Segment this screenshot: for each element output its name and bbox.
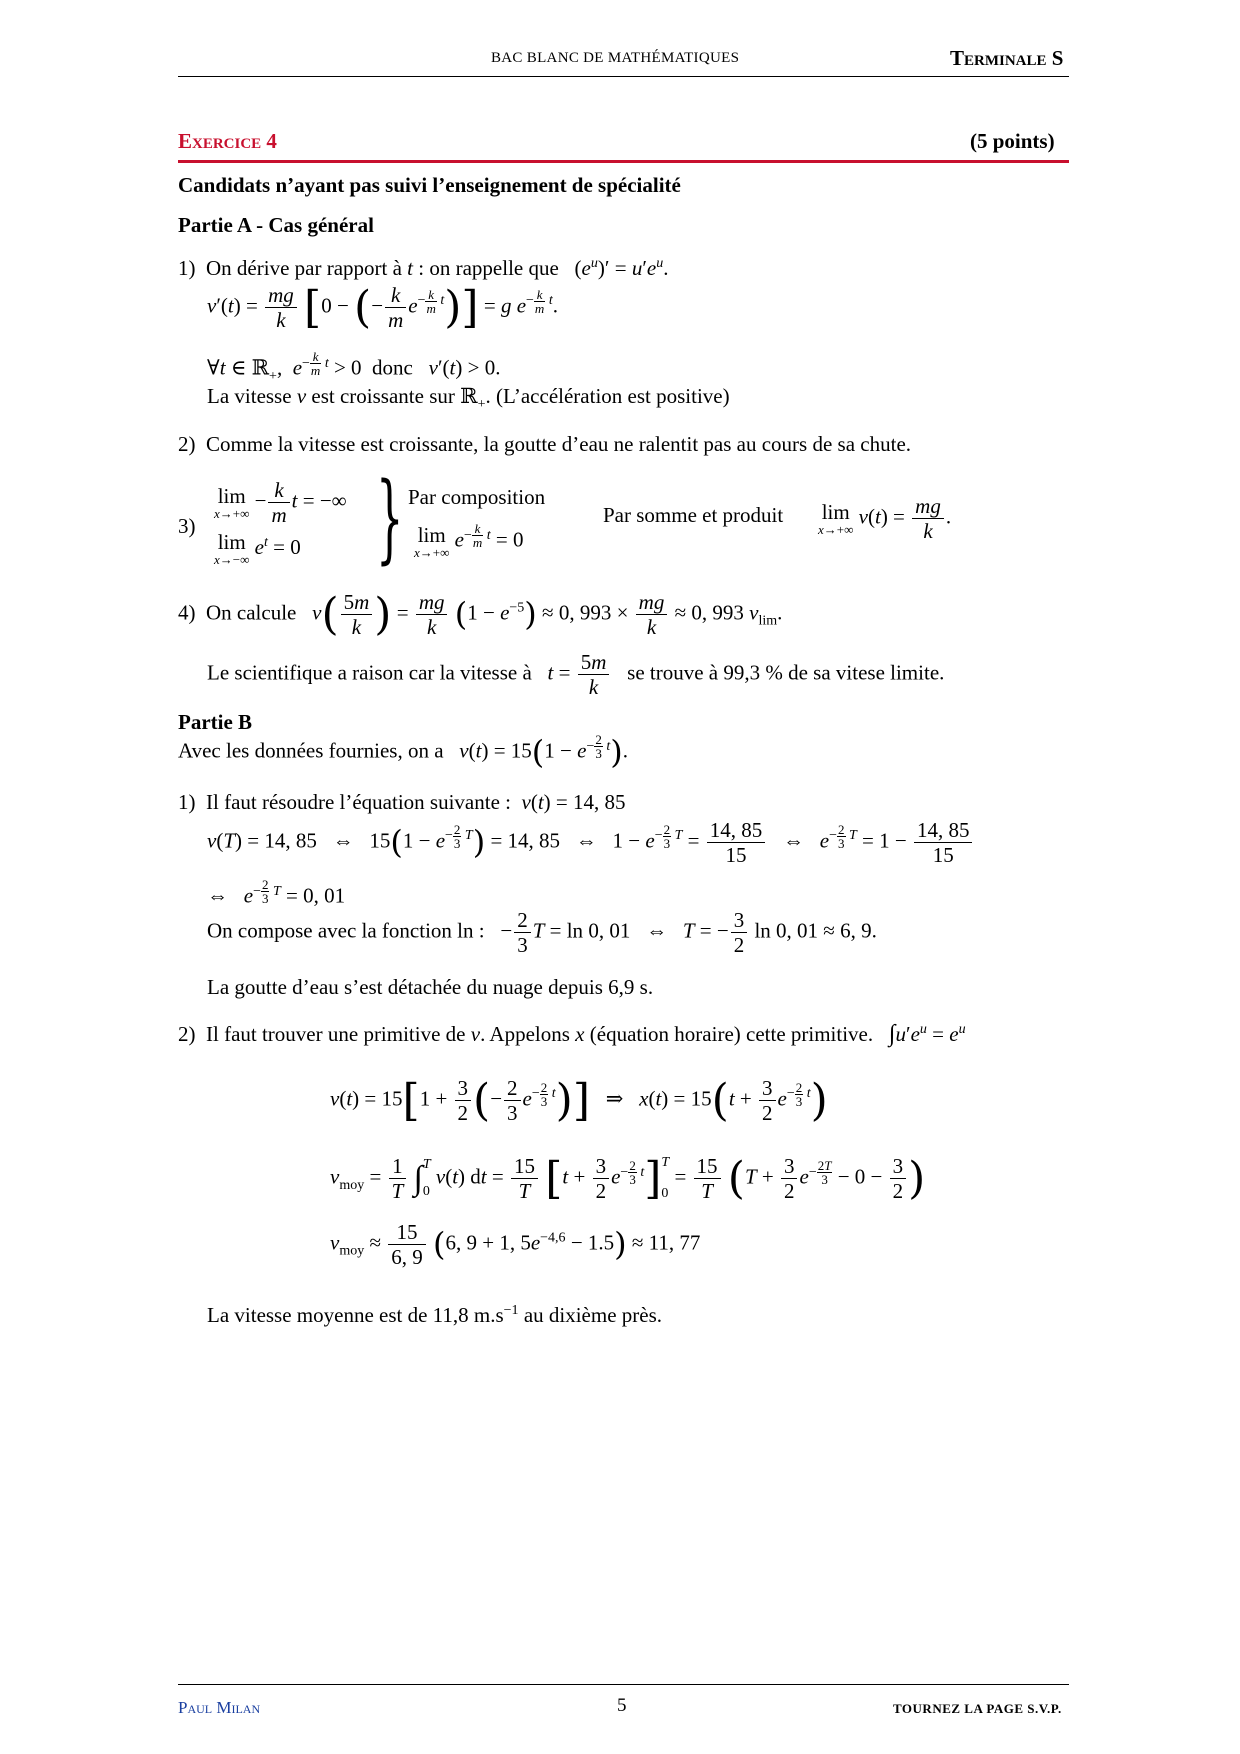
- exercise-rule: [178, 160, 1069, 163]
- partA-q1-derivative: v′(t) = $\frac{mg}{k}$ [0 − (− $\frac{k}{m}$ $e^{- \frac{k}{m} t})] = g$ $e^{- \frac{k}{m} t}$.: [207, 282, 558, 334]
- partB-q2: 2) Il faut trouver une primitive de v. Appelons x (équation horaire) cette primitive. $\int u'e^u = e^u$: [178, 1021, 966, 1047]
- partA-q1-conclusion: La vitesse v est croissante sur ℝ$_+$. (L’accélération est positive): [207, 384, 730, 413]
- partB-title: Partie B: [178, 710, 253, 734]
- frac-k-m: $\frac{k}{m}$: [385, 283, 406, 332]
- q1-text2: : on rappelle que: [418, 256, 559, 280]
- exercise-points: (5 points): [970, 129, 1055, 153]
- q1-donc: donc: [372, 355, 413, 380]
- partA-q4-conclusion: Le scientifique a raison car la vitesse à t = $\frac{5m}{k}$ se trouve à 99,3 % de sa vitese limite.: [207, 650, 945, 700]
- partA-q3-lim3: lim x→+∞ $e^{- \frac{k}{m} t} = 0$: [414, 521, 524, 560]
- header-rule: [178, 76, 1069, 77]
- partB-q2-conclusion: La vitesse moyenne est de 11,8 $m.s^{-1}$ au dixième près.: [207, 1303, 663, 1327]
- q3-composition: Par composition: [408, 485, 546, 509]
- partB-q1-compose: On compose avec la fonction ln : − $\frac{2}{3}$ T = ln 0, 01 ⇔ T = − $\frac{3}{2}$ ln 0, 01 ≈ 6, 9.: [207, 908, 877, 958]
- candidates-line: Candidats n’ayant pas suivi l’enseignement de spécialité: [178, 173, 681, 197]
- q1-label: 1): [178, 256, 196, 280]
- partA-q3-lim2: lim x→−∞ $e^t = 0$: [214, 530, 301, 567]
- footer-page: 5: [617, 1695, 627, 1716]
- partA-q3-result: lim x→+∞ v(t) = $\frac{mg}{k}$ .: [818, 494, 952, 544]
- partA-q1-line1: 1) On dérive par rapport à t : on rappelle que $(e^u)' = u'e^u$.: [178, 256, 669, 280]
- partA-q4: 4) On calcule v( $\frac{5m}{k}$ ) = $\frac{mg}{k}$ $(1 - e^{-5}) \approx 0$, 993 × $\frac{mg}{k}$ ≈ 0, 993 $v_{lim}$.: [178, 589, 783, 641]
- partA-q2: 2) Comme la vitesse est croissante, la goutte d’eau ne ralentit pas au cours de sa chute.: [178, 432, 912, 456]
- header-center: BAC BLANC DE MATHÉMATIQUES: [491, 50, 740, 66]
- partB-q1-conclusion: La goutte d’eau s’est détachée du nuage depuis 6,9 s.: [207, 975, 654, 999]
- q3-somme: Par somme et produit: [603, 503, 784, 527]
- partB-intro: Avec les données fournies, on a $v(t) = 15(1 - e^{- \frac{2}{3} t})$.: [178, 732, 628, 772]
- brace: }: [376, 462, 404, 574]
- footer-right: TOURNEZ LA PAGE S.V.P.: [893, 1701, 1062, 1716]
- partB-q1-eq1: v(T) = 14, 85 ⇔ $15(1 - e^{- \frac{2}{3} T}) = 14$, 85 ⇔ $1 - e^{- \frac{2}{3} T}$ = $\frac{14, 85}{15}$ ⇔ $e^{- \frac{2}{3} T} = 1$ − $\frac{14, 85}{15}$: [207, 818, 974, 867]
- partA-q1-sign: ∀t ∈ ℝ$_+$, $e^{- \frac{k}{m} t} > 0$ donc v′(t) > 0.: [207, 349, 501, 384]
- header-right: Terminale S: [950, 46, 1064, 70]
- partB-q2-eq1: v(t) = 15[1 + $\frac{3}{2}$ (− $\frac{2}{3}$ $e^{- \frac{2}{3} t}$)] ⇒ x(t) = 15(t + $\frac{3}{2}$ $e^{- \frac{2}{3} t}$): [330, 1075, 828, 1127]
- partB-q2-eq3: $v_{moy}$ ≈ $\frac{15}{6, 9}$ (6, 9 + 1, $5e^{-4,6} - 1.5) \approx 11$, 77: [330, 1220, 701, 1270]
- partA-title: Partie A - Cas général: [178, 213, 374, 237]
- partA-q3-lim1: lim x→+∞ − $\frac{k}{m}$ t = −∞: [214, 478, 347, 528]
- footer-rule: [178, 1684, 1069, 1685]
- exercise-title: Exercice 4: [178, 129, 277, 153]
- partB-q1-eq2: ⇔ $e^{- \frac{2}{3} T} = 0$, 01: [207, 877, 346, 908]
- partB-q1: 1) Il faut résoudre l’équation suivante : v(t) = 14, 85: [178, 790, 626, 814]
- partB-q2-eq2: $v_{moy}$ = $\frac{1}{T}$ ∫T 0 v(t) dt = $\frac{15}{T}$ [t + $\frac{3}{2}$ $e^{- \frac{2}{3} t}]T$ 0 = $\frac{15}{T}$ (T + $\frac{3}{2}$ $e^{- \frac{2T}{3}}$ − 0 − $\frac{3}{2}$ ): [330, 1153, 926, 1205]
- frac-mg-k: $\frac{mg}{k}$: [265, 283, 297, 332]
- q1-text: On dérive par rapport à: [206, 256, 402, 280]
- partA-q3-label: 3): [178, 514, 196, 538]
- footer-author: Paul Milan: [178, 1698, 261, 1717]
